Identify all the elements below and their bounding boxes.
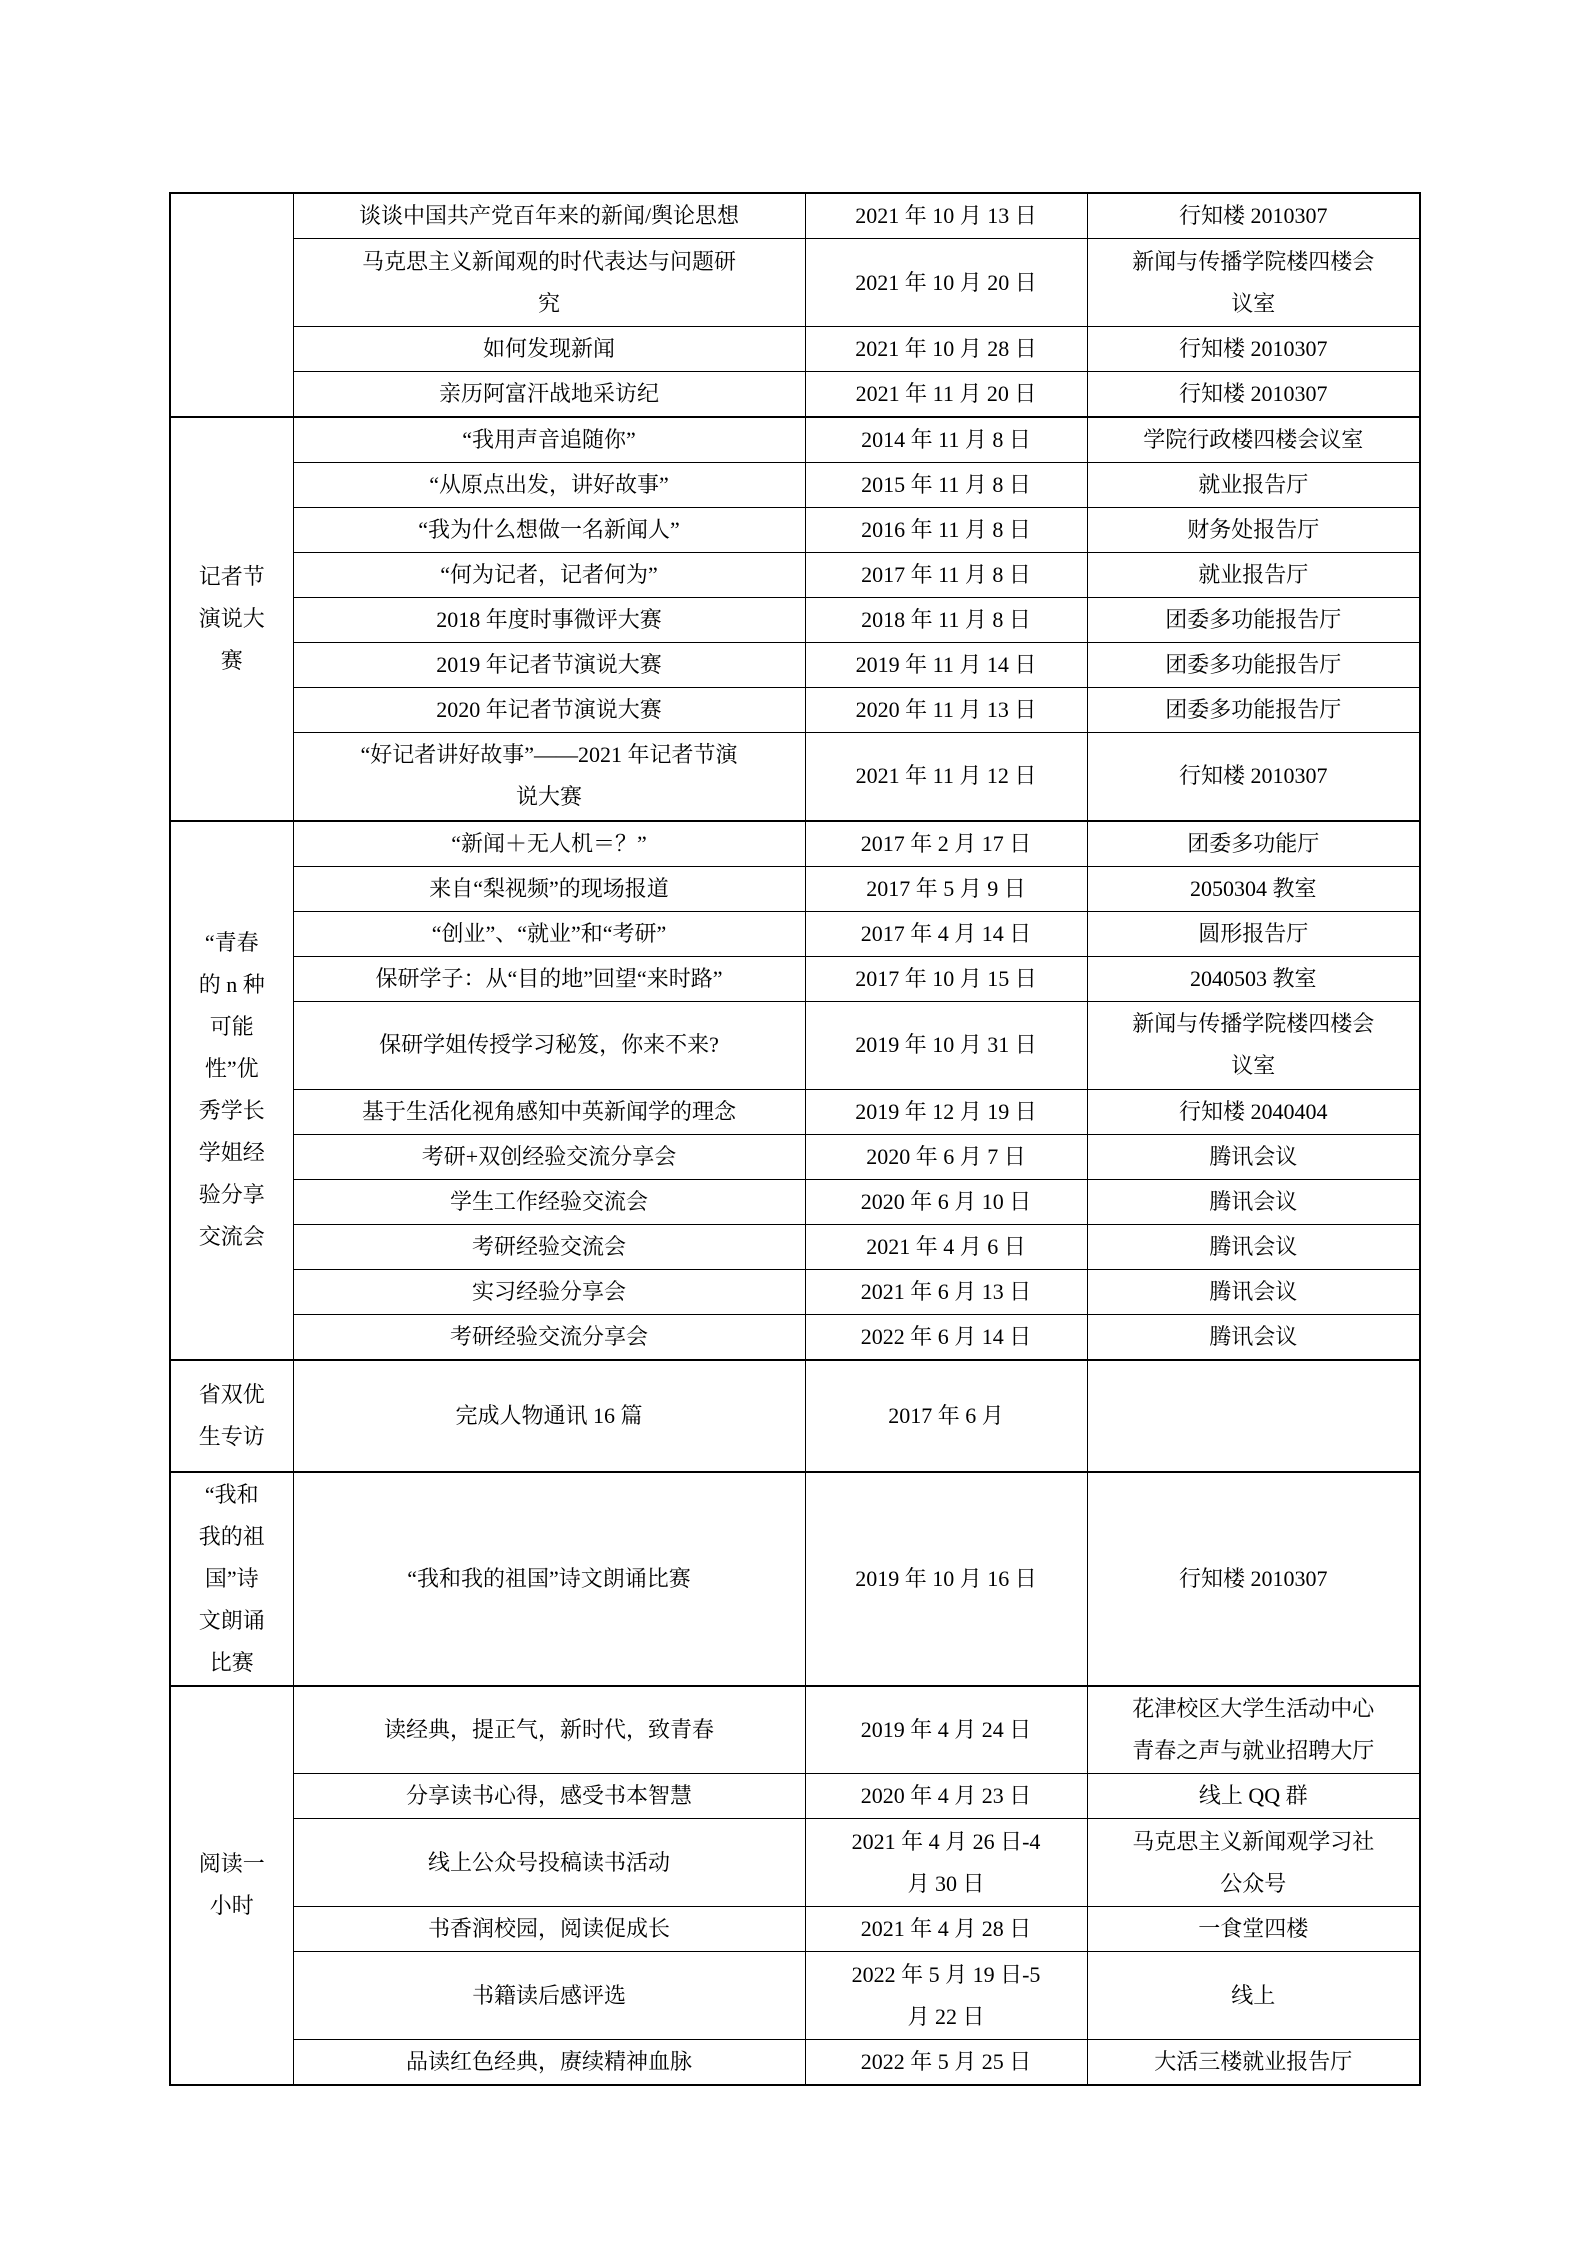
section-label-cell <box>170 193 293 417</box>
table-row <box>170 1472 1420 1686</box>
cell-location: 2040503 教室 <box>1087 956 1420 1001</box>
cell-activity: 来自“梨视频”的现场报道 <box>293 866 805 911</box>
activities-table <box>169 192 1421 2086</box>
table-row <box>170 193 1420 239</box>
cell-date: 2018 年 11 月 8 日 <box>805 598 1087 643</box>
section-label-line: 小时 <box>209 1893 254 1919</box>
cell-date: 2017 年 2 月 17 日 <box>805 821 1087 867</box>
cell-activity: 书籍读后感评选 <box>293 1952 805 2040</box>
cell-location: 一食堂四楼 <box>1087 1907 1420 1952</box>
cell-location: 大活三楼就业报告厅 <box>1087 2040 1420 2086</box>
table-row <box>170 2040 1420 2086</box>
cell-activity: 考研经验交流分享会 <box>293 1314 805 1360</box>
cell-activity: 考研+双创经验交流分享会 <box>293 1134 805 1179</box>
table-row <box>170 1952 1420 2040</box>
cell-line: 月 30 日 <box>907 1870 985 1896</box>
cell-location <box>1087 1819 1420 1907</box>
section-label-line: 记者节 <box>198 563 265 589</box>
cell-line: 马克思主义新闻观的时代表达与问题研 <box>361 248 736 274</box>
section-label-line: 比赛 <box>209 1649 254 1675</box>
cell-activity: 基于生活化视角感知中英新闻学的理念 <box>293 1089 805 1134</box>
section-label-line: 国”诗 <box>204 1565 259 1591</box>
cell-date: 2019 年 10 月 16 日 <box>805 1472 1087 1686</box>
cell-location <box>1087 1360 1420 1472</box>
cell-location <box>1087 1001 1420 1089</box>
section-label-line: 交流会 <box>198 1224 265 1249</box>
cell-location: 线上 QQ 群 <box>1087 1774 1420 1819</box>
section-label-cell <box>170 821 293 1360</box>
cell-activity: 考研经验交流会 <box>293 1224 805 1269</box>
section-label-line: 生专访 <box>198 1423 265 1449</box>
table-row <box>170 866 1420 911</box>
cell-date: 2016 年 11 月 8 日 <box>805 508 1087 553</box>
section-label-cell <box>170 417 293 821</box>
cell-location: 行知楼 2010307 <box>1087 193 1420 239</box>
cell-activity <box>293 239 805 327</box>
cell-location: 线上 <box>1087 1952 1420 2040</box>
table-row <box>170 688 1420 733</box>
cell-line: 月 22 日 <box>907 2003 985 2029</box>
cell-date: 2021 年 4 月 28 日 <box>805 1907 1087 1952</box>
section-label-line: 阅读一 <box>198 1851 265 1877</box>
cell-date: 2015 年 11 月 8 日 <box>805 463 1087 508</box>
cell-date: 2017 年 5 月 9 日 <box>805 866 1087 911</box>
table-row <box>170 417 1420 463</box>
table-row <box>170 1686 1420 1774</box>
cell-location: 团委多功能厅 <box>1087 821 1420 867</box>
section-label-cell <box>170 1360 293 1472</box>
cell-activity: 2020 年记者节演说大赛 <box>293 688 805 733</box>
cell-line: 马克思主义新闻观学习社 <box>1132 1828 1375 1854</box>
cell-activity: “从原点出发，讲好故事” <box>293 463 805 508</box>
table-row <box>170 598 1420 643</box>
cell-location: 财务处报告厅 <box>1087 508 1420 553</box>
cell-date: 2017 年 4 月 14 日 <box>805 911 1087 956</box>
cell-location: 腾讯会议 <box>1087 1314 1420 1360</box>
section-label-line: 赛 <box>220 647 243 673</box>
cell-line: 2021 年 4 月 26 日-4 <box>851 1828 1041 1854</box>
cell-date: 2014 年 11 月 8 日 <box>805 417 1087 463</box>
cell-activity: 学生工作经验交流会 <box>293 1179 805 1224</box>
cell-location: 就业报告厅 <box>1087 553 1420 598</box>
cell-activity: 保研学子：从“目的地”回望“来时路” <box>293 956 805 1001</box>
cell-line: 公众号 <box>1220 1870 1287 1896</box>
cell-activity: “我为什么想做一名新闻人” <box>293 508 805 553</box>
table-row <box>170 1089 1420 1134</box>
cell-date: 2019 年 10 月 31 日 <box>805 1001 1087 1089</box>
cell-date: 2021 年 11 月 20 日 <box>805 372 1087 418</box>
cell-date: 2020 年 6 月 10 日 <box>805 1179 1087 1224</box>
section-label-cell <box>170 1686 293 2086</box>
table-row <box>170 1819 1420 1907</box>
cell-location: 行知楼 2010307 <box>1087 327 1420 372</box>
cell-date: 2017 年 10 月 15 日 <box>805 956 1087 1001</box>
cell-location: 腾讯会议 <box>1087 1179 1420 1224</box>
cell-activity: 读经典，提正气，新时代，致青春 <box>293 1686 805 1774</box>
cell-date: 2021 年 10 月 28 日 <box>805 327 1087 372</box>
cell-date: 2021 年 11 月 12 日 <box>805 733 1087 821</box>
table-row <box>170 327 1420 372</box>
cell-date: 2020 年 4 月 23 日 <box>805 1774 1087 1819</box>
cell-date: 2020 年 6 月 7 日 <box>805 1134 1087 1179</box>
cell-activity: 完成人物通讯 16 篇 <box>293 1360 805 1472</box>
cell-date: 2019 年 11 月 14 日 <box>805 643 1087 688</box>
section-label-line: 我的祖 <box>198 1523 265 1549</box>
cell-line: 说大赛 <box>515 784 582 810</box>
table-row <box>170 463 1420 508</box>
cell-activity <box>293 733 805 821</box>
cell-activity: 亲历阿富汗战地采访纪 <box>293 372 805 418</box>
cell-location: 行知楼 2040404 <box>1087 1089 1420 1134</box>
section-label-line: “青春 <box>204 930 259 955</box>
table-row <box>170 1179 1420 1224</box>
cell-date: 2021 年 6 月 13 日 <box>805 1269 1087 1314</box>
section-label-line: 的 n 种 <box>198 972 265 997</box>
section-label-line: 性”优 <box>204 1056 259 1081</box>
cell-activity: 2019 年记者节演说大赛 <box>293 643 805 688</box>
cell-activity: “创业”、“就业”和“考研” <box>293 911 805 956</box>
cell-activity: “何为记者，记者何为” <box>293 553 805 598</box>
cell-location: 腾讯会议 <box>1087 1224 1420 1269</box>
section-label-line: 秀学长 <box>198 1098 265 1123</box>
cell-line: 2022 年 5 月 19 日-5 <box>851 1961 1041 1987</box>
cell-activity: “新闻＋无人机＝？” <box>293 821 805 867</box>
cell-date: 2022 年 5 月 25 日 <box>805 2040 1087 2086</box>
cell-location <box>1087 1686 1420 1774</box>
table-row <box>170 1269 1420 1314</box>
table-row <box>170 1360 1420 1472</box>
cell-location: 腾讯会议 <box>1087 1269 1420 1314</box>
section-label-line: 验分享 <box>198 1182 265 1207</box>
cell-date: 2019 年 4 月 24 日 <box>805 1686 1087 1774</box>
table-row <box>170 372 1420 418</box>
cell-date: 2021 年 4 月 6 日 <box>805 1224 1087 1269</box>
cell-activity: “我用声音追随你” <box>293 417 805 463</box>
cell-date: 2021 年 10 月 20 日 <box>805 239 1087 327</box>
cell-location: 就业报告厅 <box>1087 463 1420 508</box>
table-row <box>170 239 1420 327</box>
table-row <box>170 1134 1420 1179</box>
section-label-line: 可能 <box>209 1014 254 1039</box>
cell-location: 团委多功能报告厅 <box>1087 643 1420 688</box>
cell-line: 究 <box>537 290 560 316</box>
cell-activity: 品读红色经典，赓续精神血脉 <box>293 2040 805 2086</box>
cell-location: 2050304 教室 <box>1087 866 1420 911</box>
section-label-cell <box>170 1472 293 1686</box>
table-row <box>170 508 1420 553</box>
table-row <box>170 1907 1420 1952</box>
cell-activity: 书香润校园，阅读促成长 <box>293 1907 805 1952</box>
cell-line: 新闻与传播学院楼四楼会 <box>1132 1011 1375 1036</box>
cell-line: 新闻与传播学院楼四楼会 <box>1132 248 1375 274</box>
cell-activity: 保研学姐传授学习秘笈，你来不来? <box>293 1001 805 1089</box>
cell-activity: 如何发现新闻 <box>293 327 805 372</box>
cell-location: 腾讯会议 <box>1087 1134 1420 1179</box>
cell-location: 团委多功能报告厅 <box>1087 598 1420 643</box>
cell-line: 花津校区大学生活动中心 <box>1132 1695 1375 1721</box>
table-row <box>170 1001 1420 1089</box>
section-label-line: 演说大 <box>198 605 265 631</box>
cell-activity: “我和我的祖国”诗文朗诵比赛 <box>293 1472 805 1686</box>
section-label-line: 学姐经 <box>198 1140 265 1165</box>
cell-activity: 2018 年度时事微评大赛 <box>293 598 805 643</box>
cell-date: 2019 年 12 月 19 日 <box>805 1089 1087 1134</box>
cell-activity: 谈谈中国共产党百年来的新闻/舆论思想 <box>293 193 805 239</box>
cell-date: 2021 年 10 月 13 日 <box>805 193 1087 239</box>
cell-activity: 线上公众号投稿读书活动 <box>293 1819 805 1907</box>
table-row <box>170 911 1420 956</box>
section-label-line: 省双优 <box>198 1381 265 1407</box>
table-row <box>170 1314 1420 1360</box>
activities-table-body <box>170 193 1420 2085</box>
table-row <box>170 643 1420 688</box>
cell-date: 2017 年 6 月 <box>805 1360 1087 1472</box>
cell-location: 行知楼 2010307 <box>1087 1472 1420 1686</box>
table-row <box>170 1224 1420 1269</box>
cell-activity: 实习经验分享会 <box>293 1269 805 1314</box>
cell-location: 圆形报告厅 <box>1087 911 1420 956</box>
table-row <box>170 733 1420 821</box>
cell-date: 2022 年 6 月 14 日 <box>805 1314 1087 1360</box>
cell-date <box>805 1952 1087 2040</box>
cell-date: 2020 年 11 月 13 日 <box>805 688 1087 733</box>
cell-location <box>1087 239 1420 327</box>
cell-activity: 分享读书心得，感受书本智慧 <box>293 1774 805 1819</box>
cell-location: 学院行政楼四楼会议室 <box>1087 417 1420 463</box>
table-row <box>170 553 1420 598</box>
section-label-line: “我和 <box>204 1481 259 1507</box>
section-label-line: 文朗诵 <box>198 1607 265 1633</box>
cell-date <box>805 1819 1087 1907</box>
table-row <box>170 956 1420 1001</box>
cell-line: 青春之声与就业招聘大厅 <box>1132 1737 1375 1763</box>
cell-location: 团委多功能报告厅 <box>1087 688 1420 733</box>
cell-date: 2017 年 11 月 8 日 <box>805 553 1087 598</box>
cell-line: 议室 <box>1231 290 1276 316</box>
cell-location: 行知楼 2010307 <box>1087 372 1420 418</box>
cell-line: “好记者讲好故事”——2021 年记者节演 <box>360 742 738 768</box>
table-row <box>170 821 1420 867</box>
cell-location: 行知楼 2010307 <box>1087 733 1420 821</box>
table-row <box>170 1774 1420 1819</box>
cell-line: 议室 <box>1231 1053 1276 1078</box>
